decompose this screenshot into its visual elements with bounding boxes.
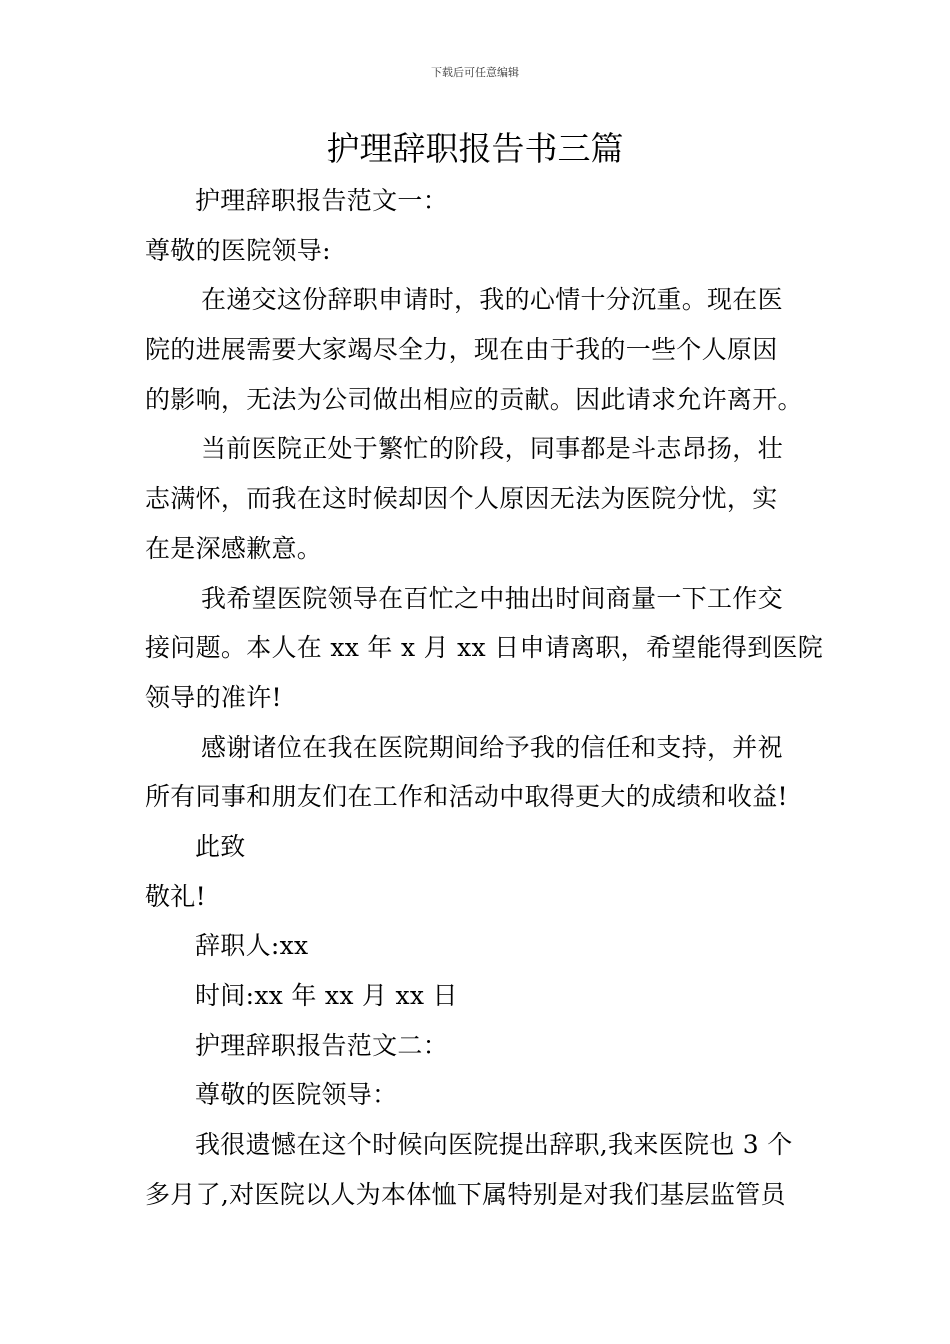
paragraph-line: 所有同事和朋友们在工作和活动中取得更大的成绩和收益! bbox=[145, 782, 788, 812]
paragraph-line: 志满怀，而我在这时候却因个人原因无法为医院分忧，实 bbox=[145, 484, 778, 514]
salutation-2: 尊敬的医院领导： bbox=[195, 1080, 398, 1110]
salutation-1: 尊敬的医院领导: bbox=[145, 235, 331, 265]
closing-line: 此致 bbox=[195, 831, 246, 861]
paragraph-line: 多月了,对医院以人为本体恤下属特别是对我们基层监管员 bbox=[145, 1179, 786, 1209]
section-heading-1: 护理辞职报告范文一： bbox=[195, 186, 449, 215]
document-body bbox=[145, 176, 824, 1219]
closing-greeting: 敬礼! bbox=[145, 881, 206, 911]
signature-date: 时间:xx 年 xx 月 xx 日 bbox=[195, 981, 458, 1010]
paragraph-line: 我希望医院领导在百忙之中抽出时间商量一下工作交 bbox=[201, 583, 783, 613]
document-title: 护理辞职报告书三篇 bbox=[326, 129, 624, 168]
paragraph-line: 当前医院正处于繁忙的阶段，同事都是斗志昂扬，壮 bbox=[201, 434, 783, 464]
paragraph-line: 领导的准许! bbox=[145, 682, 282, 712]
paragraph-line: 的影响，无法为公司做出相应的贡献。因此请求允许离开。 bbox=[145, 384, 803, 414]
paragraph-line: 感谢诸位在我在医院期间给予我的信任和支持，并祝 bbox=[201, 732, 783, 762]
paragraph-line: 接问题。本人在 xx 年 x 月 xx 日申请离职，希望能得到医院 bbox=[145, 633, 824, 663]
paragraph-line: 在是深感歉意。 bbox=[145, 533, 323, 563]
section-heading-2: 护理辞职报告范文二： bbox=[195, 1030, 449, 1060]
signature-name: 辞职人:xx bbox=[195, 931, 309, 961]
paragraph-line: 在递交这份辞职申请时，我的心情十分沉重。现在医 bbox=[201, 285, 783, 315]
paragraph-line: 我很遗憾在这个时候向医院提出辞职,我来医院也 3 个 bbox=[195, 1130, 793, 1160]
paragraph-line: 院的进展需要大家竭尽全力，现在由于我的一些个人原因 bbox=[145, 335, 778, 365]
header-note: 下载后可任意编辑 bbox=[431, 66, 519, 79]
